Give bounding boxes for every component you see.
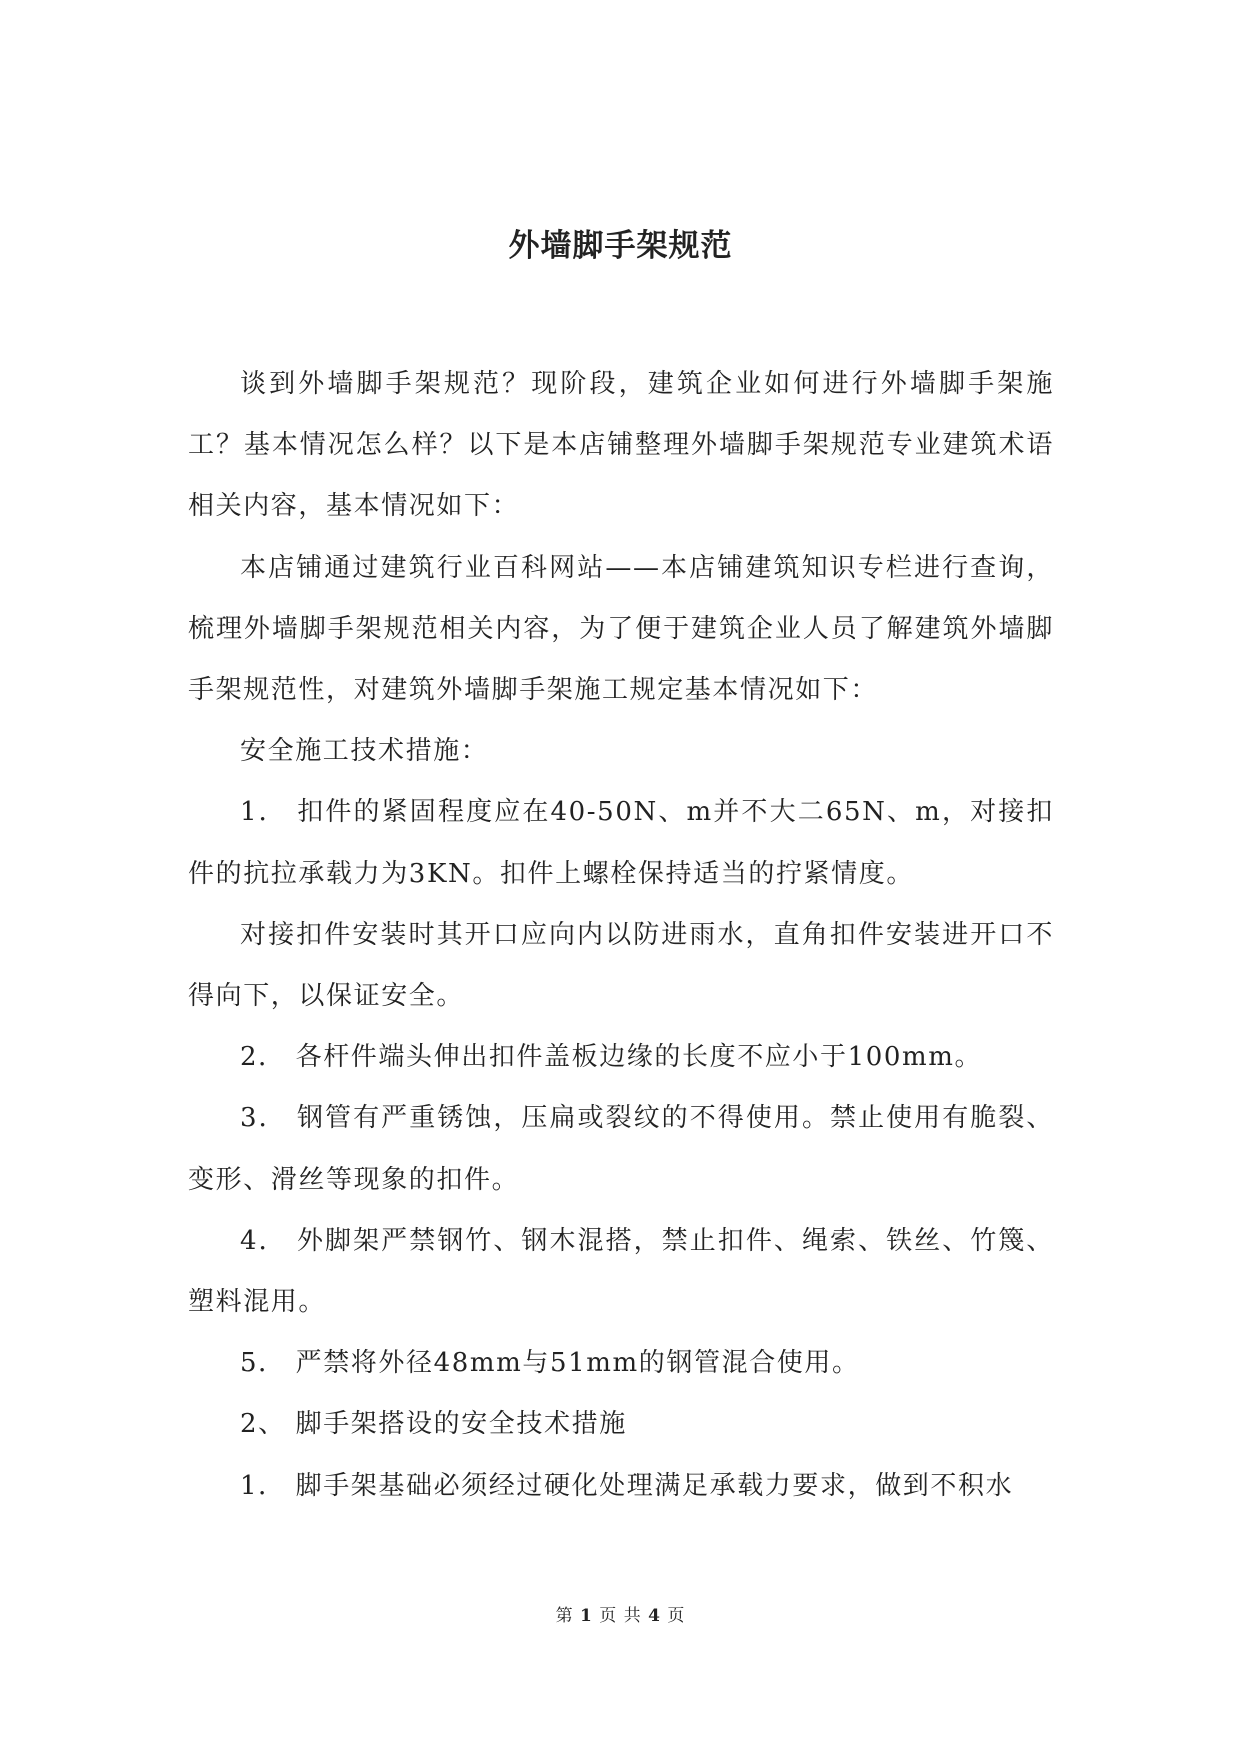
- paragraph: 1． 脚手架基础必须经过硬化处理满足承载力要求，做到不积水: [240, 1470, 1014, 1501]
- document-body: [188, 354, 1054, 1517]
- paragraph: 2、 脚手架搭设的安全技术措施: [240, 1409, 627, 1440]
- footer-prefix: 第: [555, 1606, 574, 1626]
- total-pages-number: 4: [648, 1606, 661, 1626]
- paragraph: 对接扣件安装时其开口应向内以防进雨水，直角扣件安装进开口不得向下，以保证安全。: [188, 919, 1054, 1012]
- page-footer: [0, 1604, 1241, 1628]
- document-title: 外墙脚手架规范: [508, 228, 733, 264]
- paragraph: 谈到外墙脚手架规范？现阶段，建筑企业如何进行外墙脚手架施工？基本情况怎么样？以下是本店铺整理外墙脚手架规范专业建筑术语相关内容，基本情况如下：: [188, 369, 1054, 522]
- paragraph: 5． 严禁将外径48mm与51mm的钢管混合使用。: [240, 1348, 860, 1379]
- paragraph: 安全施工技术措施：: [240, 736, 489, 767]
- paragraph: 4． 外脚架严禁钢竹、钢木混搭，禁止扣件、绳索、铁丝、竹篾、塑料混用。: [188, 1225, 1054, 1318]
- footer-middle: 页 共: [599, 1606, 642, 1626]
- paragraph: 2． 各杆件端头伸出扣件盖板边缘的长度不应小于100mm。: [240, 1042, 983, 1073]
- paragraph: 3． 钢管有严重锈蚀，压扁或裂纹的不得使用。禁止使用有脆裂、变形、滑丝等现象的扣件。: [188, 1103, 1054, 1195]
- current-page-number: 1: [580, 1606, 593, 1626]
- footer-suffix: 页: [667, 1606, 686, 1626]
- paragraph: 1． 扣件的紧固程度应在40-50N、m并不大二65N、m，对接扣件的抗拉承载力为3KN。扣件上螺栓保持适当的拧紧情度。: [188, 797, 1054, 889]
- paragraph: 本店铺通过建筑行业百科网站——本店铺建筑知识专栏进行查询，梳理外墙脚手架规范相关内容，为了便于建筑企业人员了解建筑外墙脚手架规范性，对建筑外墙脚手架施工规定基本情况如下：: [188, 552, 1054, 706]
